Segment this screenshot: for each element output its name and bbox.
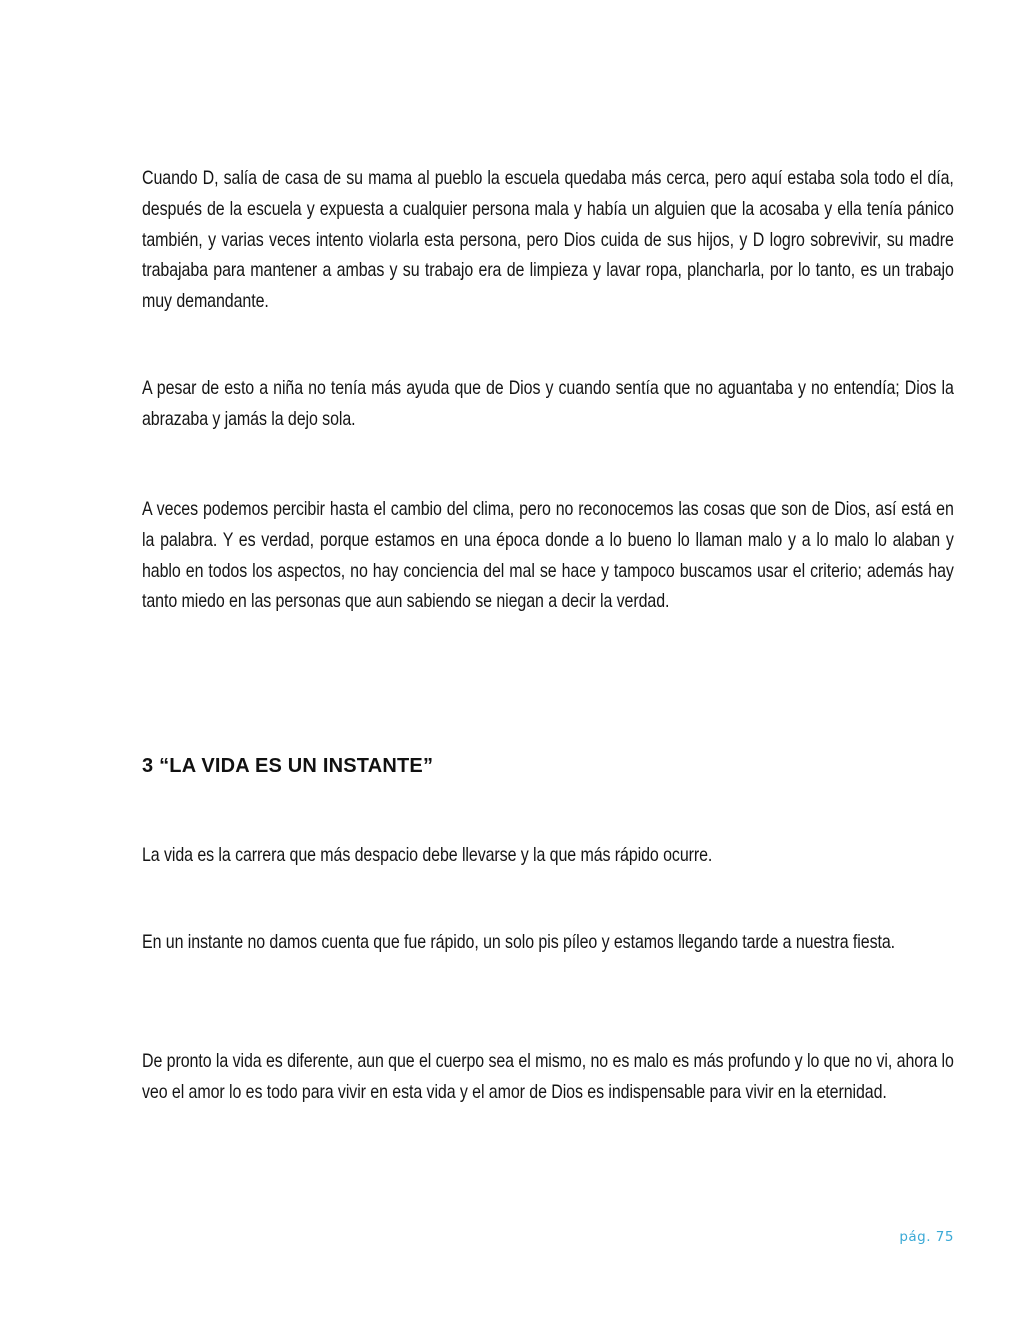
paragraph-6: De pronto la vida es diferente, aun que el cuerpo sea el mismo, no es malo es más profundo y lo que no vi, ahora lo veo el amor lo es todo para vivir en esta vida y el amor de Dios es indispensable para vivir en la eternidad. xyxy=(142,1050,954,1103)
page-number: pág. 75 xyxy=(899,1229,954,1245)
paragraph-3: A veces podemos percibir hasta el cambio del clima, pero no reconocemos las cosas que son de Dios, así está en la palabra. Y es verdad, porque estamos en una época donde a lo bueno lo llaman malo y a lo malo lo alaban y hablo en todos los aspectos, no hay conciencia del mal se hace y tampoco buscamos usar el criterio; además hay tanto miedo en las personas que aun sabiendo se niegan a decir la verdad. xyxy=(142,498,954,613)
paragraph-1: Cuando D, salía de casa de su mama al pueblo la escuela quedaba más cerca, pero aquí estaba sola todo el día, después de la escuela y expuesta a cualquier persona mala y había un alguien que la acosaba y ella tenía pánico también, y varias veces intento violarla esta persona, pero Dios cuida de sus hijos, y D logro sobrevivir, su madre trabajaba para mantener a ambas y su trabajo era de limpieza y lavar ropa, plancharla, por lo tanto, es un trabajo muy demandante. xyxy=(142,167,954,313)
paragraph-5: En un instante no damos cuenta que fue rápido, un solo pis píleo y estamos llegando tarde a nuestra fiesta. xyxy=(142,931,896,953)
paragraph-2: A pesar de esto a niña no tenía más ayuda que de Dios y cuando sentía que no aguantaba y no entendía; Dios la abrazaba y jamás la dejo sola. xyxy=(142,377,954,430)
section-heading: 3 “LA VIDA ES UN INSTANTE” xyxy=(142,755,434,777)
paragraph-4: La vida es la carrera que más despacio debe llevarse y la que más rápido ocurre. xyxy=(142,844,713,866)
